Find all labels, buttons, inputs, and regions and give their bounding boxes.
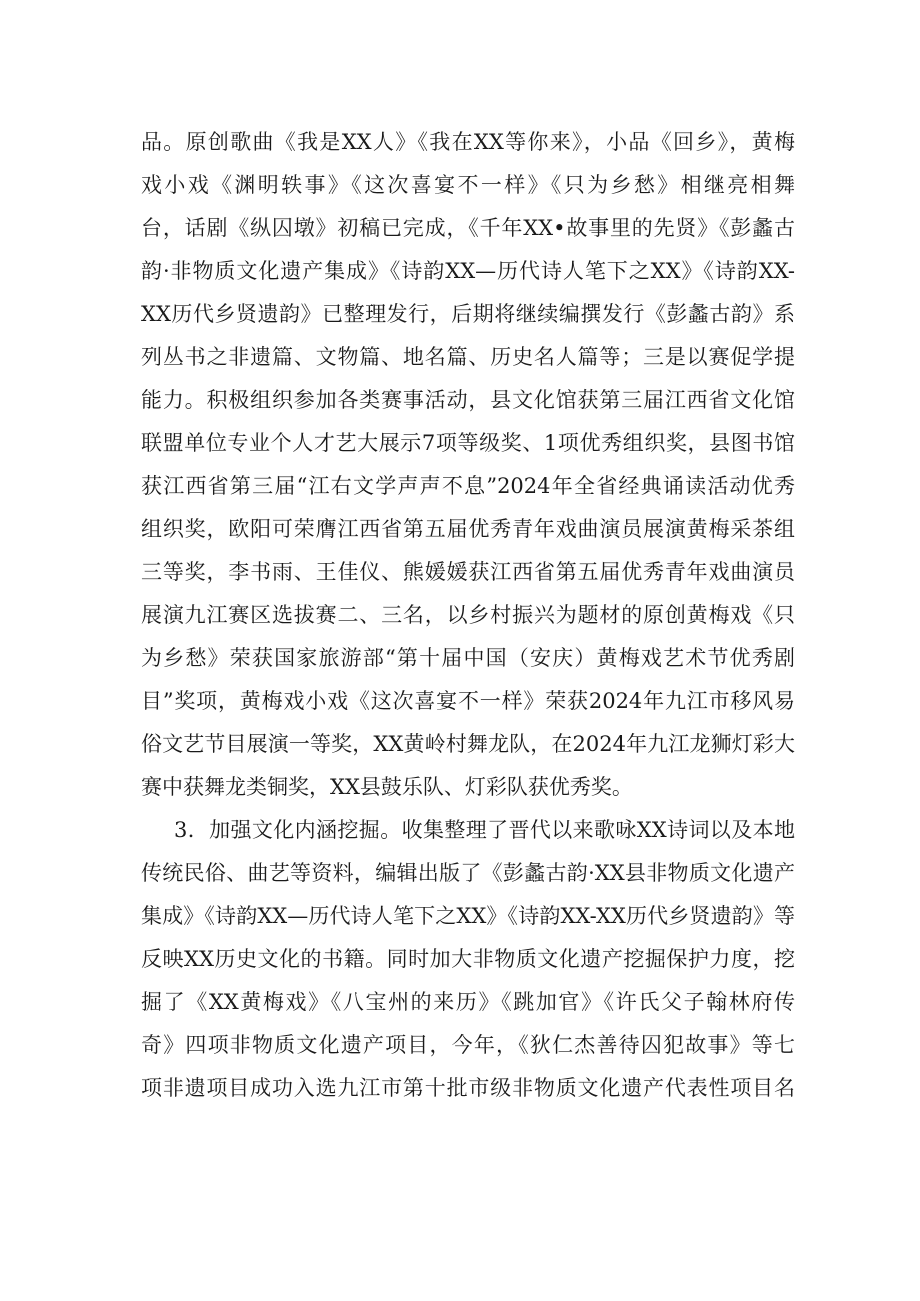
text-line: 联盟单位专业个人才艺大展示7项等级奖、1项优秀组织奖，县图书馆 — [141, 431, 795, 455]
text-line: 组织奖，欧阳可荣膺江西省第五届优秀青年戏曲演员展演黄梅采茶组 — [141, 517, 795, 541]
text-line: 获江西省第三届“江右文学声声不息”2024年全省经典诵读活动优秀 — [141, 474, 795, 498]
text-line: 为乡愁》荣获国家旅游部“第十届中国（安庆）黄梅戏艺术节优秀剧 — [141, 646, 795, 670]
text-line: 俗文艺节目展演一等奖，XX黄岭村舞龙队，在2024年九江龙狮灯彩大 — [141, 732, 795, 756]
text-line: 展演九江赛区选拔赛二、三名，以乡村振兴为题材的原创黄梅戏《只 — [141, 603, 795, 627]
text-line: 台，话剧《纵囚墩》初稿已完成，《千年XX•故事里的先贤》《彭蠡古 — [141, 216, 795, 240]
paragraph-heading-line: 3．加强文化内涵挖掘。收集整理了晋代以来歌咏XX诗词以及本地 — [174, 818, 795, 842]
text-line: 能力。积极组织参加各类赛事活动，县文化馆获第三届江西省文化馆 — [141, 388, 795, 412]
text-line: 目”奖项，黄梅戏小戏《这次喜宴不一样》荣获2024年九江市移风易 — [141, 689, 795, 713]
text-line: 集成》《诗韵XX—历代诗人笔下之XX》《诗韵XX-XX历代乡贤遗韵》等 — [141, 904, 795, 928]
text-line: XX历代乡贤遗韵》已整理发行，后期将继续编撰发行《彭蠡古韵》系 — [141, 302, 795, 326]
text-line: 戏小戏《渊明轶事》《这次喜宴不一样》《只为乡愁》相继亮相舞 — [141, 173, 795, 197]
text-line: 品。原创歌曲《我是XX人》《我在XX等你来》，小品《回乡》，黄梅 — [141, 130, 795, 154]
text-line: 奇》四项非物质文化遗产项目，今年，《狄仁杰善待囚犯故事》等七 — [141, 1033, 795, 1057]
text-line: 项非遗项目成功入选九江市第十批市级非物质文化遗产代表性项目名 — [141, 1076, 795, 1100]
text-line: 掘了《XX黄梅戏》《八宝州的来历》《跳加官》《许氏父子翰林府传 — [141, 990, 795, 1014]
text-line: 三等奖，李书雨、王佳仪、熊媛媛获江西省第五届优秀青年戏曲演员 — [141, 560, 795, 584]
text-line: 传统民俗、曲艺等资料，编辑出版了《彭蠡古韵·XX县非物质文化遗产 — [141, 861, 795, 885]
text-line: 赛中获舞龙类铜奖，XX县鼓乐队、灯彩队获优秀奖。 — [141, 775, 633, 799]
text-line: 列丛书之非遗篇、文物篇、地名篇、历史名人篇等；三是以赛促学提 — [141, 345, 795, 369]
text-line: 韵·非物质文化遗产集成》《诗韵XX—历代诗人笔下之XX》《诗韵XX- — [141, 259, 795, 283]
text-line: 反映XX历史文化的书籍。同时加大非物质文化遗产挖掘保护力度，挖 — [141, 947, 795, 971]
